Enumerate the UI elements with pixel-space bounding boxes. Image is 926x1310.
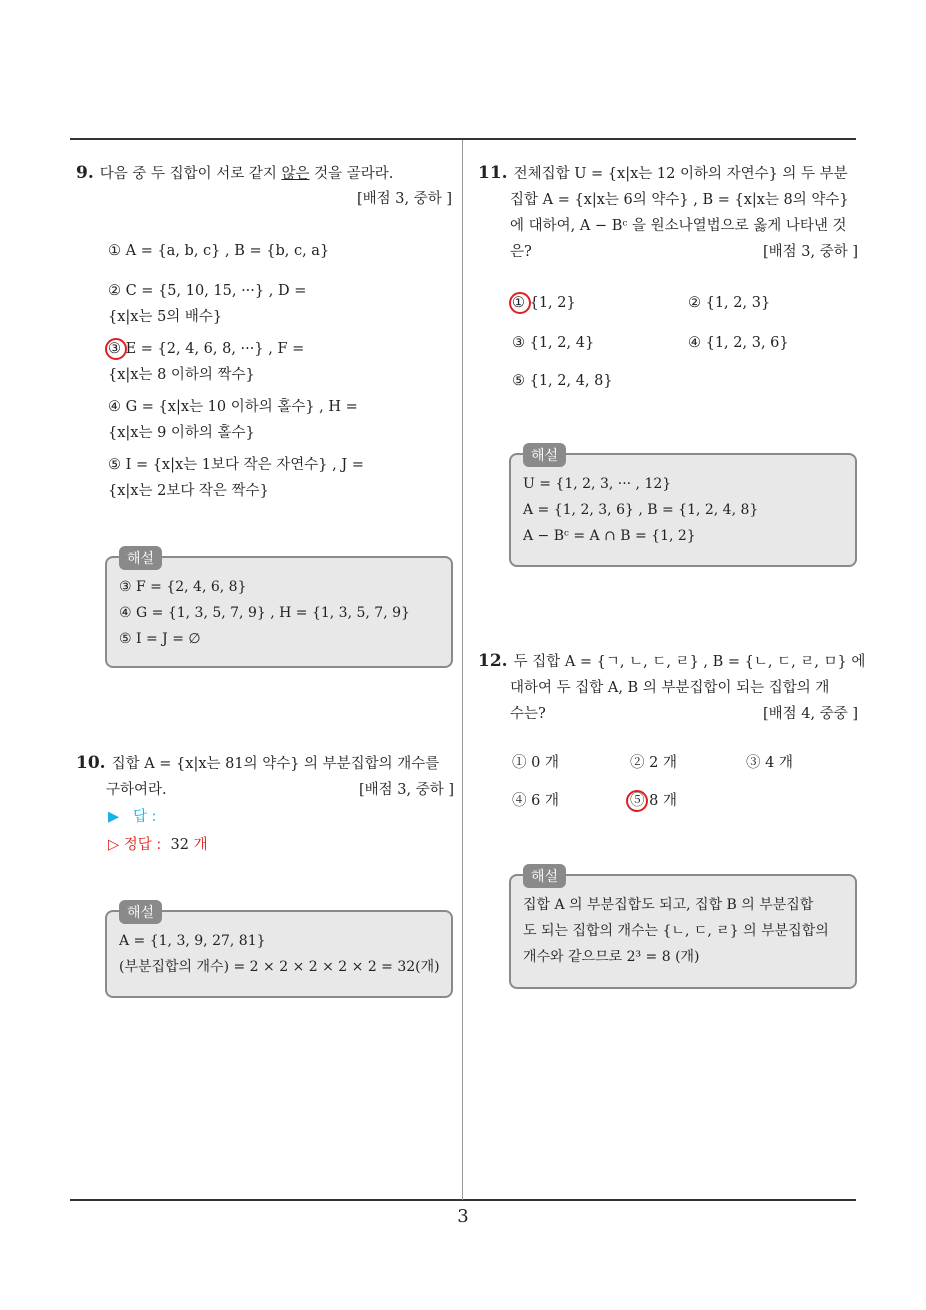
explanation-box: 해설 집합 A 의 부분집합도 되고, 집합 B 의 부분집합 도 되는 집합의 개수는 {ㄴ, ㄷ, ㄹ} 의 부분집합의 개수와 같으므로 2³ = 8 (개): [509, 874, 857, 989]
question-number: 11.: [478, 163, 508, 183]
question-text: 에 대하여, A − Bᶜ 을 원소나열법으로 옳게 나타낸 것: [510, 218, 847, 234]
explanation-tag: 해설: [523, 443, 566, 467]
bottom-rule: [70, 1199, 856, 1201]
option-3[interactable]: ③ {1, 2, 4}: [512, 335, 595, 351]
explanation-tag: 해설: [119, 546, 162, 570]
question-10: [76, 750, 454, 803]
explanation-box: 해설 ③ F = {2, 4, 6, 8} ④ G = {1, 3, 5, 7, 9} , H = {1, 3, 5, 7, 9} ⑤ I = J = ∅: [105, 556, 453, 668]
question-text: 집합 A = {x|x는 81의 약수} 의 부분집합의 개수를: [111, 756, 440, 772]
score-label: [배점 3, 중하 ]: [762, 244, 858, 260]
option-4[interactable]: ④ 6 개: [512, 793, 559, 809]
correct-answer-row: ▷ 정답 : 32 개: [108, 837, 208, 853]
option-2[interactable]: ② C = {5, 10, 15, ···} , D = {x|x는 5의 배수}: [108, 283, 307, 325]
option-2[interactable]: ② 2 개: [630, 755, 677, 771]
question-text: 전체집합 U = {x|x는 12 이하의 자연수} 의 두 부분: [513, 166, 848, 182]
selected-mark-icon: [105, 338, 127, 360]
question-text: 구하여라.: [106, 782, 167, 798]
option-3[interactable]: ③ 4 개: [746, 755, 793, 771]
explanation-box: 해설 U = {1, 2, 3, ··· , 12} A = {1, 2, 3, 6} , B = {1, 2, 4, 8} A − Bᶜ = A ∩ B = {1, 2}: [509, 453, 857, 567]
score-label: [배점 4, 중중 ]: [762, 706, 858, 722]
question-11: [478, 160, 858, 265]
option-5[interactable]: ⑤ 8 개: [630, 793, 677, 809]
explanation-box: 해설 A = {1, 3, 9, 27, 81} (부분집합의 개수) = 2 × 2 × 2 × 2 × 2 = 32(개): [105, 910, 453, 998]
option-5[interactable]: ⑤ {1, 2, 4, 8}: [512, 373, 613, 389]
score-label: [배점 3, 중하 ]: [356, 191, 452, 207]
question-text: 대하여 두 집합 A, B 의 부분집합이 되는 집합의 개: [510, 680, 830, 696]
question-text: 집합 A = {x|x는 6의 약수} , B = {x|x는 8의 약수}: [510, 192, 849, 208]
question-number: 12.: [478, 651, 508, 671]
selected-mark-icon: [626, 790, 648, 812]
question-9: [76, 160, 452, 208]
column-divider: [462, 140, 463, 1200]
play-arrow-icon: ▶: [108, 809, 120, 825]
question-12: [478, 648, 866, 727]
selected-mark-icon: [509, 292, 531, 314]
question-number: 10.: [76, 753, 106, 773]
score-label: [배점 3, 중하 ]: [358, 782, 454, 798]
top-rule: [70, 138, 856, 140]
option-5[interactable]: ⑤ I = {x|x는 1보다 작은 자연수} , J = {x|x는 2보다 작은 짝수}: [108, 457, 364, 499]
question-text: 두 집합 A = {ㄱ, ㄴ, ㄷ, ㄹ} , B = {ㄴ, ㄷ, ㄹ, ㅁ} 에: [513, 654, 866, 670]
question-text-underlined: 않은: [281, 166, 310, 182]
option-1[interactable]: ① {1, 2}: [512, 295, 576, 311]
question-number: 9.: [76, 163, 94, 183]
explanation-tag: 해설: [523, 864, 566, 888]
option-4[interactable]: ④ G = {x|x는 10 이하의 홀수} , H = {x|x는 9 이하의 홀수}: [108, 399, 358, 441]
question-text: 것을 골라라.: [309, 166, 394, 182]
outline-arrow-icon: ▷: [108, 837, 120, 853]
option-3[interactable]: ③ E = {2, 4, 6, 8, ···} , F = {x|x는 8 이하의 짝수}: [108, 341, 305, 383]
option-4[interactable]: ④ {1, 2, 3, 6}: [688, 335, 789, 351]
question-text: 수는?: [510, 706, 546, 722]
question-text: 은?: [510, 244, 532, 260]
option-1[interactable]: ① A = {a, b, c} , B = {b, c, a}: [108, 243, 330, 259]
answer-row: ▶ 답 :: [108, 809, 157, 825]
question-text: 다음 중 두 집합이 서로 같지: [99, 166, 282, 182]
explanation-tag: 해설: [119, 900, 162, 924]
option-2[interactable]: ② {1, 2, 3}: [688, 295, 771, 311]
page-number: 3: [457, 1206, 469, 1227]
option-1[interactable]: ① 0 개: [512, 755, 559, 771]
